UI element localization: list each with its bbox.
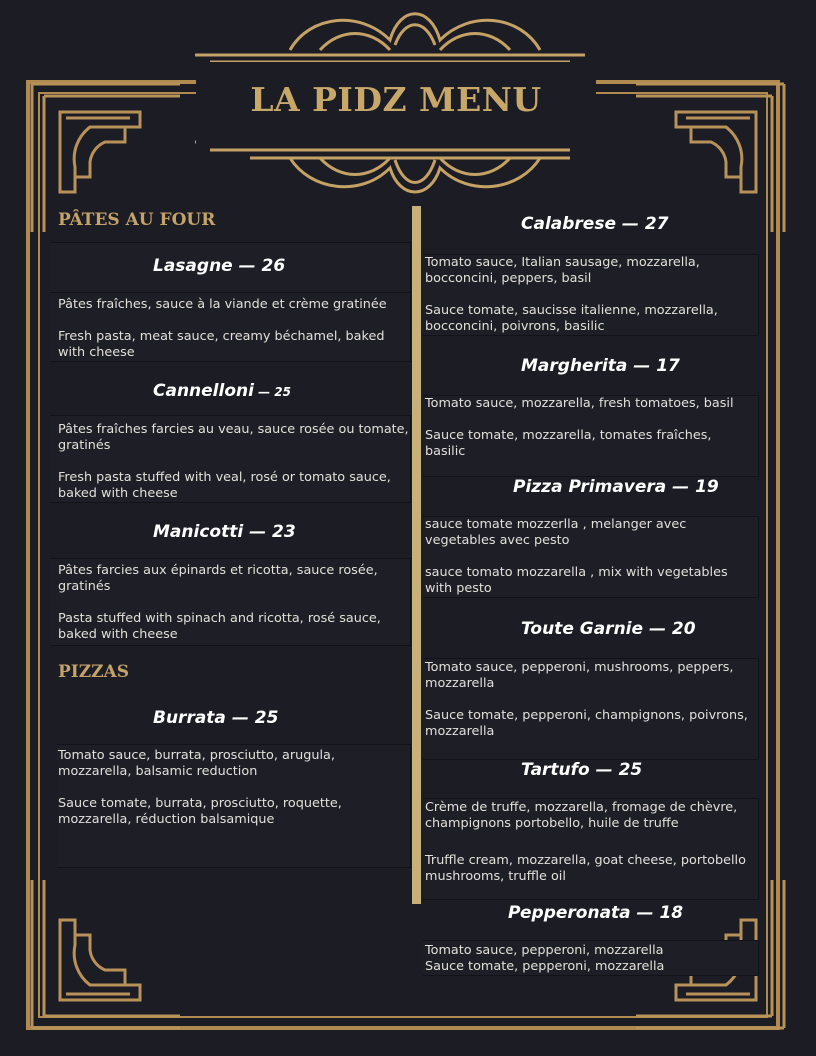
desc-lasagne-fr: Pâtes fraîches, sauce à la viande et crème gratinée (58, 297, 387, 312)
desc-toute-garnie-en: Tomato sauce, pepperoni, mushrooms, peppers, mozzarella (425, 660, 734, 691)
item-title-margherita: Margherita — 17 (521, 356, 680, 376)
column-divider (412, 206, 421, 904)
item-title-tartufo: Tartufo — 25 (521, 760, 643, 780)
corner-ornament-top-right (636, 82, 786, 232)
desc-margherita-fr: Sauce tomate, mozzarella, tomates fraîches, basilic (425, 428, 712, 459)
section-heading-pizzas: PIZZAS (58, 662, 130, 682)
item-title-toute-garnie: Toute Garnie — 20 (521, 619, 696, 639)
desc-pepperonata-fr: Sauce tomate, pepperoni, mozzarella (425, 959, 665, 974)
item-title-burrata: Burrata — 25 (153, 708, 279, 728)
desc-cannelloni-fr: Pâtes fraîches farcies au veau, sauce rosée ou tomate, gratinés (58, 422, 409, 453)
item-title-calabrese: Calabrese — 27 (521, 214, 669, 234)
item-title-cannelloni: Cannelloni — 25 (153, 381, 292, 401)
desc-calabrese-fr: Sauce tomate, saucisse italienne, mozzarella, bocconcini, poivrons, basilic (425, 303, 718, 334)
desc-burrata-fr: Sauce tomate, burrata, prosciutto, roquette, mozzarella, réduction balsamique (58, 796, 342, 827)
desc-calabrese-en: Tomato sauce, Italian sausage, mozzarella, bocconcini, peppers, basil (425, 255, 700, 286)
desc-margherita-en: Tomato sauce, mozzarella, fresh tomatoes, basil (425, 396, 734, 411)
item-title-manicotti: Manicotti — 23 (153, 522, 296, 542)
desc-burrata-en: Tomato sauce, burrata, prosciutto, arugula, mozzarella, balsamic reduction (58, 748, 335, 779)
item-title-primavera: Pizza Primavera — 19 (513, 477, 719, 497)
desc-tartufo-fr: Crème de truffe, mozzarella, fromage de chèvre, champignons portobello, huile de truffe (425, 800, 738, 831)
desc-pepperonata-en: Tomato sauce, pepperoni, mozzarella (425, 943, 664, 958)
desc-manicotti-fr: Pâtes farcies aux épinards et ricotta, sauce rosée, gratinés (58, 563, 378, 594)
desc-toute-garnie-fr: Sauce tomate, pepperoni, champignons, poivrons, mozzarella (425, 708, 748, 739)
corner-ornament-bottom-left (30, 880, 180, 1030)
menu-title: LA PIDZ MENU (250, 80, 542, 119)
desc-tartufo-en: Truffle cream, mozzarella, goat cheese, portobello mushrooms, truffle oil (425, 853, 746, 884)
item-title-pepperonata: Pepperonata — 18 (508, 903, 684, 923)
desc-cannelloni-en: Fresh pasta stuffed with veal, rosé or tomato sauce, baked with cheese (58, 470, 391, 501)
desc-primavera-1: sauce tomate mozzerlla , melanger avec vegetables avec pesto (425, 517, 687, 548)
section-heading-pates: PÂTES AU FOUR (58, 210, 216, 230)
desc-primavera-2: sauce tomato mozzarella , mix with vegetables with pesto (425, 565, 728, 596)
desc-manicotti-en: Pasta stuffed with spinach and ricotta, rosé sauce, baked with cheese (58, 611, 381, 642)
item-title-lasagne: Lasagne — 26 (153, 256, 286, 276)
desc-lasagne-en: Fresh pasta, meat sauce, creamy béchamel, baked with cheese (58, 329, 385, 360)
